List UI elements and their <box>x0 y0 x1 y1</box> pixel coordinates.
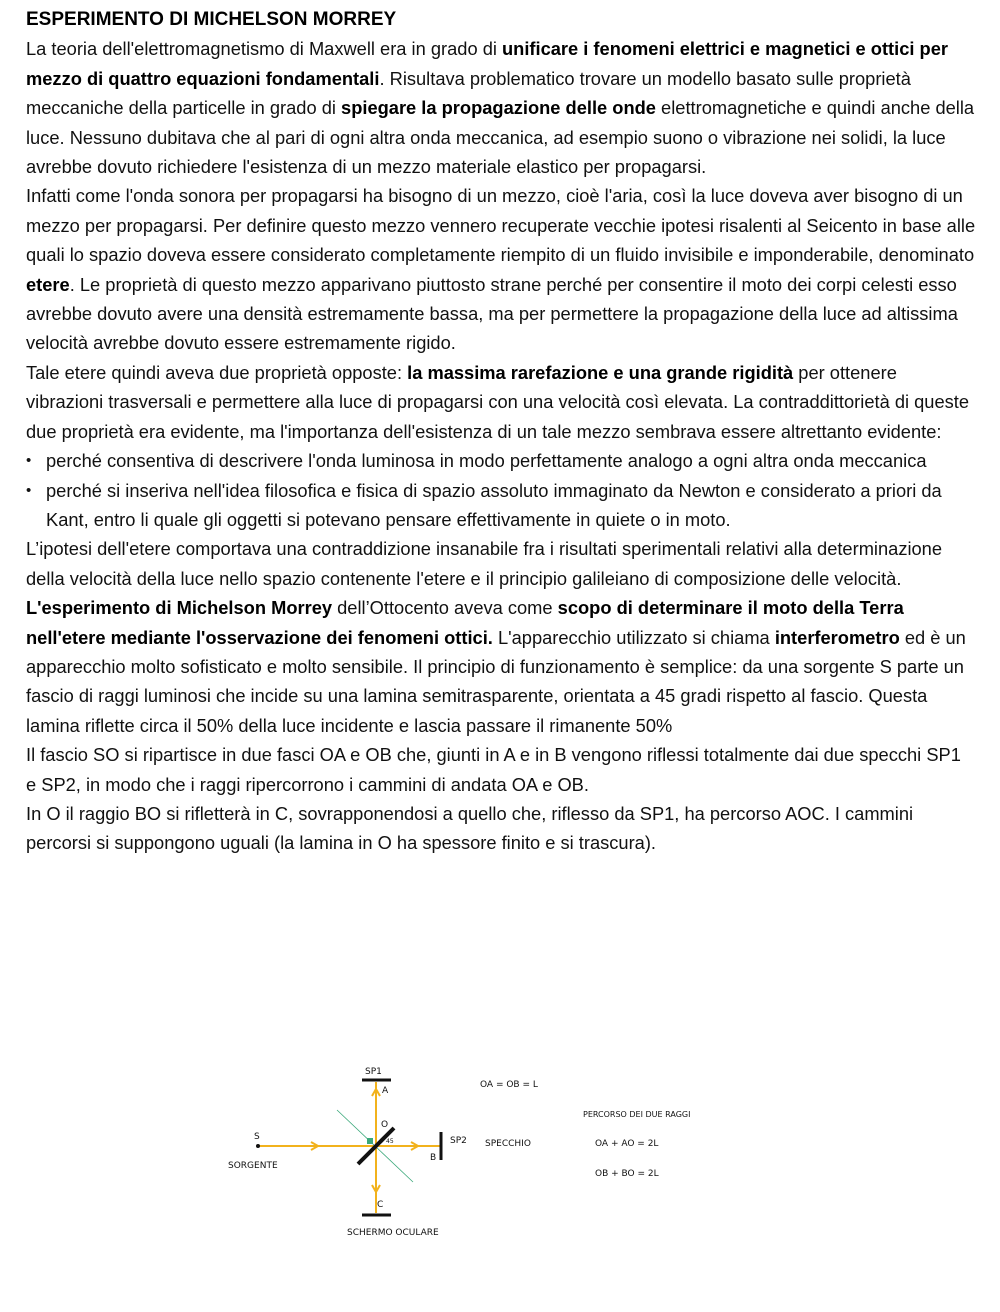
paragraph-riflessione: In O il raggio BO si rifletterà in C, sovrapponendosi a quello che, riflesso da SP1, ha percorso AOC. I cammini percorsi si suppongono uguali (la lamina in O ha spessore finito e si trascura). <box>26 802 914 854</box>
label-sorgente: SORGENTE <box>228 1161 278 1171</box>
bold-text: scopo di determinare il moto della Terra nell'etere mediante l'osservazione dei fenomeni ottici. <box>26 597 904 648</box>
equation-path-b: OB + BO = 2L <box>595 1169 659 1179</box>
label-specchio: SPECCHIO <box>485 1139 531 1149</box>
equation-path-a: OA + AO = 2L <box>595 1139 659 1149</box>
text: L'apparecchio utilizzato si chiama <box>492 626 775 648</box>
text: per ottenere vibrazioni trasversali e permettere alla luce di propagarsi con una velocità così elevata. La contraddittorietà di queste due proprietà era evidente, ma l'importanza dell'esistenza di un tale mezzo sembrava essere altrettanto evidente: <box>26 361 970 442</box>
label-o: O <box>381 1120 389 1130</box>
document <box>26 5 976 858</box>
point-o-marker <box>367 1138 373 1144</box>
text: elettromagnetiche e quindi anche della luce. Nessuno dubitava che al pari di ogni altra onda meccanica, ad esempio suono o vibrazione nei solidi, la luce avrebbe dovuto richiedere l'esistenza di un mezzo materiale elastico per propagarsi. <box>26 97 975 178</box>
document-title: ESPERIMENTO DI MICHELSON MORREY <box>26 9 397 30</box>
bullet-list <box>26 446 976 534</box>
list-item: • perché si inseriva nell'idea filosofica e fisica di spazio assoluto immaginato da Newton e considerato a priori da Kant, entro li quale gli oggetti si potevano pensare effettivamente in quiete o in moto. <box>26 476 976 535</box>
text: La teoria dell'elettromagnetismo di Maxwell era in grado di <box>26 38 502 60</box>
label-sp1: SP1 <box>365 1067 382 1077</box>
label-a: A <box>382 1086 389 1096</box>
paragraph-fascio: Il fascio SO si ripartisce in due fasci OA e OB che, giunti in A e in B vengono riflessi totalmente dai due specchi SP1 e SP2, in modo che i raggi ripercorrono i cammini di andata OA e OB. <box>26 744 961 795</box>
paragraph-maxwell <box>26 34 976 181</box>
paragraph-contraddizione: L’ipotesi dell'etere comportava una contraddizione insanabile fra i risultati sperimentali relativi alla determinazione della velocità della luce nello spazio contenente l'etere e il principio galileiano di composizione delle velocità. <box>26 538 943 589</box>
label-s: S <box>254 1132 260 1142</box>
paragraph-proprieta <box>26 358 976 446</box>
list-item: • perché consentiva di descrivere l'onda luminosa in modo perfettamente analogo a ogni altra onda meccanica <box>26 446 976 475</box>
label-schermo-oculare: SCHERMO OCULARE <box>347 1228 439 1238</box>
label-b: B <box>430 1153 437 1163</box>
equation-oa-ob: OA = OB = L <box>480 1080 538 1090</box>
interferometer-diagram <box>225 1060 700 1245</box>
label-c: C <box>377 1200 384 1210</box>
text: Tale etere quindi aveva due proprietà opposte: <box>26 361 408 383</box>
label-percorso: PERCORSO DEI DUE RAGGI <box>583 1110 691 1119</box>
text: dell’Ottocento aveva come <box>332 597 558 619</box>
bold-text: la massima rarefazione e una grande rigidità <box>407 361 794 383</box>
paragraph-etere <box>26 181 976 357</box>
label-angle: 45 <box>386 1138 394 1145</box>
bold-text: unificare i fenomeni elettrici e magnetici e ottici per mezzo di quattro equazioni fondamentali <box>26 38 948 89</box>
source-point <box>256 1144 260 1148</box>
paragraph-esperimento <box>26 593 976 740</box>
bold-text: interferometro <box>774 626 900 648</box>
text: . Risultava problematico trovare un modello basato sulle proprietà meccaniche della particelle in grado di <box>26 67 911 119</box>
text: . Le proprietà di questo mezzo apparivano piuttosto strane perché per consentire il moto dei corpi celesti esso avrebbe dovuto avere una densità estremamente bassa, ma per permettere la propagazione della luce ad altissima velocità avrebbe dovuto essere estremamente rigido. <box>26 273 958 354</box>
label-sp2: SP2 <box>450 1136 467 1146</box>
text: Infatti come l'onda sonora per propagarsi ha bisogno di un mezzo, cioè l'aria, così la luce doveva aver bisogno di un mezzo per propagarsi. Per definire questo mezzo vennero recuperate vecchie ipotesi risalenti al Seicento in base alle quali lo spazio doveva essere considerato completamente riempito di un fluido invisibile e imponderabile, denominato <box>26 185 976 266</box>
bold-text: spiegare la propagazione delle onde <box>341 97 656 119</box>
text: ed è un apparecchio molto sofisticato e molto sensibile. Il principio di funzionamento è semplice: da una sorgente S parte un fascio di raggi luminosi che incide su una lamina semitrasparente, orientata a 45 gradi rispetto al fascio. Questa lamina riflette circa il 50% della luce incidente e lascia passare il rimanente 50% <box>26 626 966 736</box>
bold-text: L'esperimento di Michelson Morrey <box>26 597 333 619</box>
bold-text: etere <box>26 273 70 295</box>
